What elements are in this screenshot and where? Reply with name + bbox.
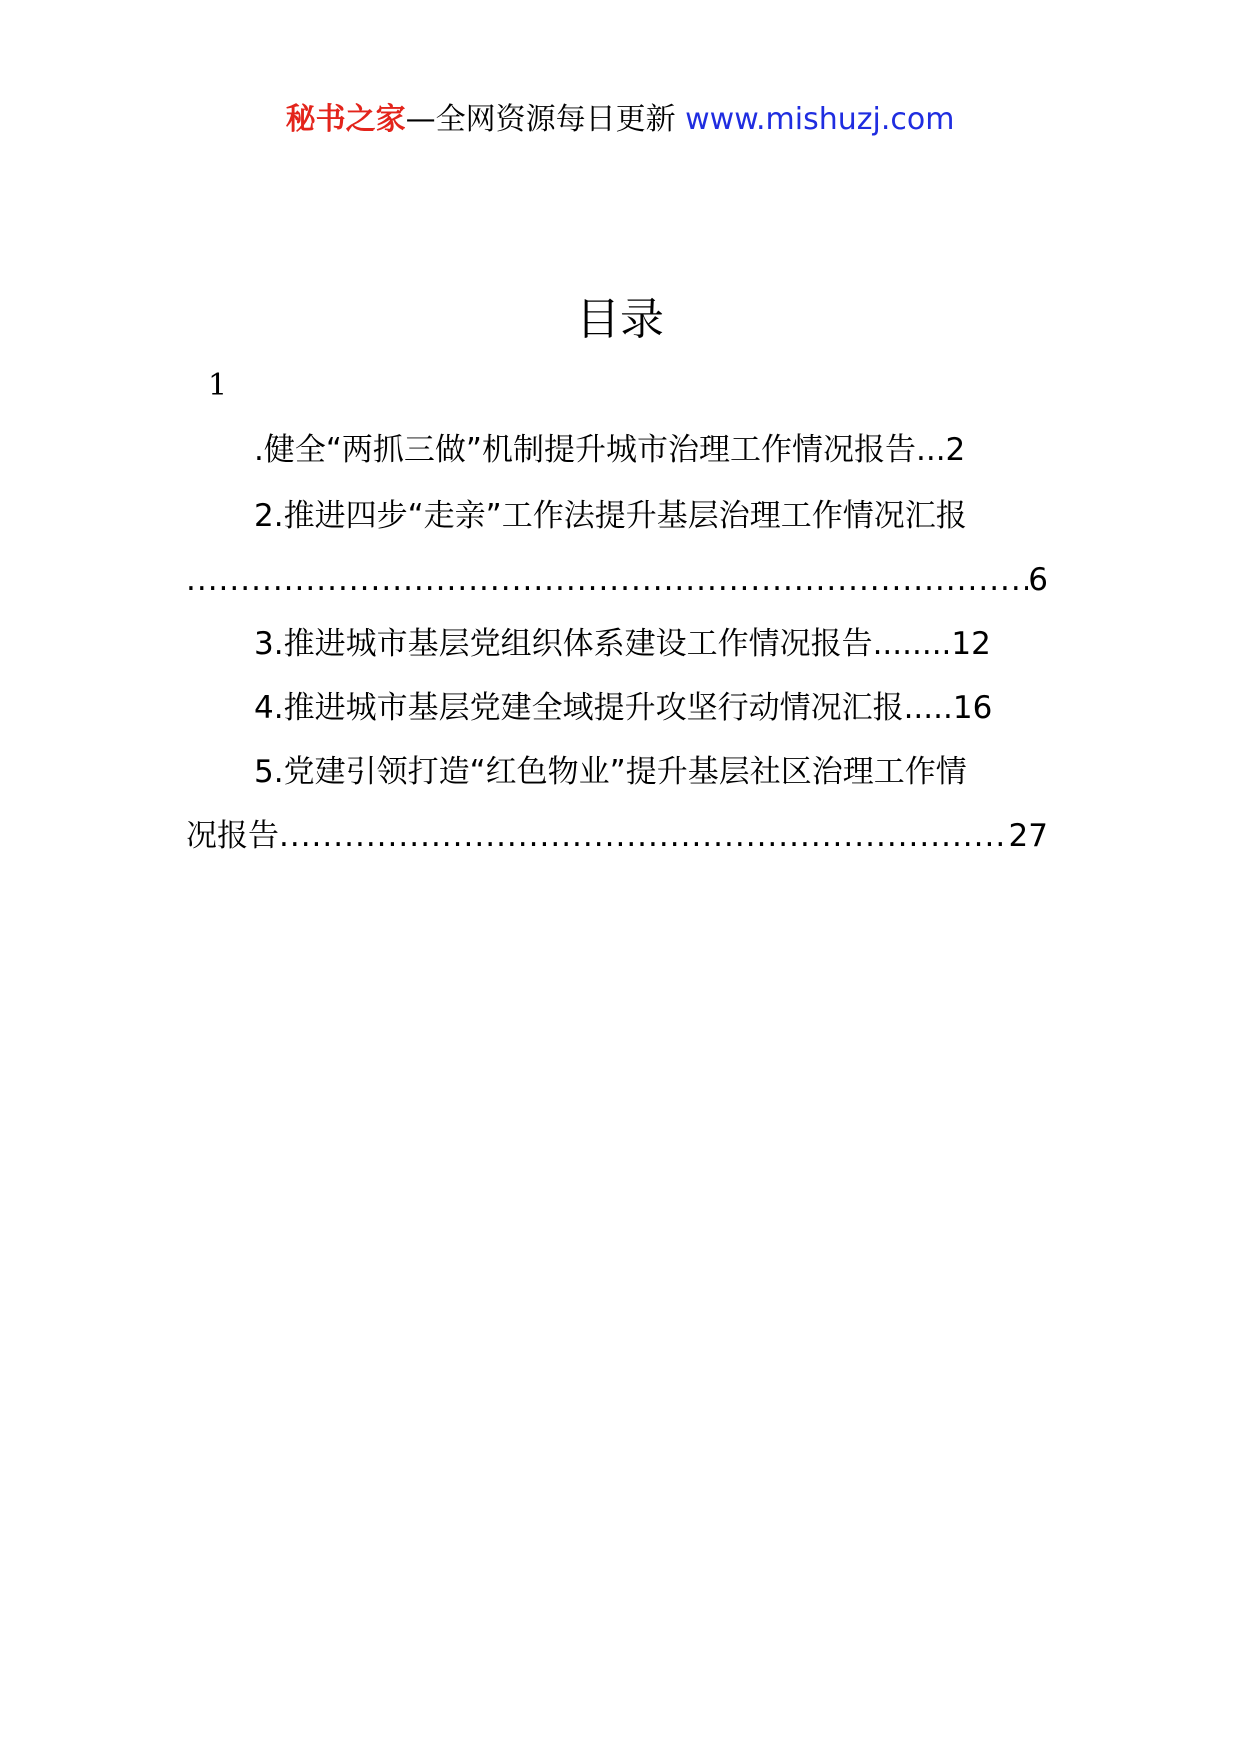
- toc-entry-page: 12: [951, 626, 991, 662]
- page-number: 1: [208, 368, 228, 403]
- toc-entry-line: [186, 804, 1048, 868]
- toc-entry-title: 2.推进四步“走亲”工作法提升基层治理工作情况汇报: [254, 498, 967, 534]
- site-brand: 秘书之家: [285, 102, 406, 137]
- toc-entry-line: [186, 740, 1048, 804]
- toc-entry-title: 3.推进城市基层党组织体系建设工作情况报告: [254, 626, 873, 662]
- toc-entry-title: 5.党建引领打造“红色物业”提升基层社区治理工作情: [254, 754, 967, 790]
- toc-leader-dots: .....: [903, 690, 953, 726]
- toc-entry-4[interactable]: [186, 676, 1048, 740]
- toc-entry-2[interactable]: [186, 484, 1048, 612]
- toc-entry-line: [186, 612, 1048, 676]
- site-header: [0, 100, 1240, 140]
- toc-entry-page: 16: [952, 690, 993, 726]
- toc-entry-line: [186, 548, 1048, 612]
- toc-entry-line: [186, 676, 1048, 740]
- toc-entry-title-continued: 况报告: [186, 818, 279, 854]
- toc-entry-title: .健全“两抓三做”机制提升城市治理工作情况报告: [254, 432, 916, 468]
- toc-entry-title: 4.推进城市基层党建全域提升攻坚行动情况汇报: [254, 690, 904, 726]
- toc-entry-1[interactable]: [186, 418, 1048, 482]
- site-tagline: —全网资源每日更新: [405, 102, 676, 137]
- toc-entry-page: 6: [1028, 562, 1048, 598]
- toc-entry-line: [186, 484, 1048, 548]
- site-url-link[interactable]: www.mishuzj.com: [685, 102, 955, 137]
- toc-entry-5[interactable]: [186, 740, 1048, 868]
- toc-leader-dots: [279, 804, 1009, 868]
- toc-title: 目录: [576, 294, 664, 345]
- toc-entry-page: 27: [1008, 818, 1048, 854]
- toc-entry-3[interactable]: [186, 612, 1048, 676]
- toc-leader-dots: ........: [872, 626, 952, 662]
- toc-leader-dots: [186, 548, 1028, 612]
- toc-entry-page: 2: [945, 432, 966, 468]
- toc-leader-dots: ...: [915, 432, 946, 468]
- toc-entry-line: [186, 418, 1048, 482]
